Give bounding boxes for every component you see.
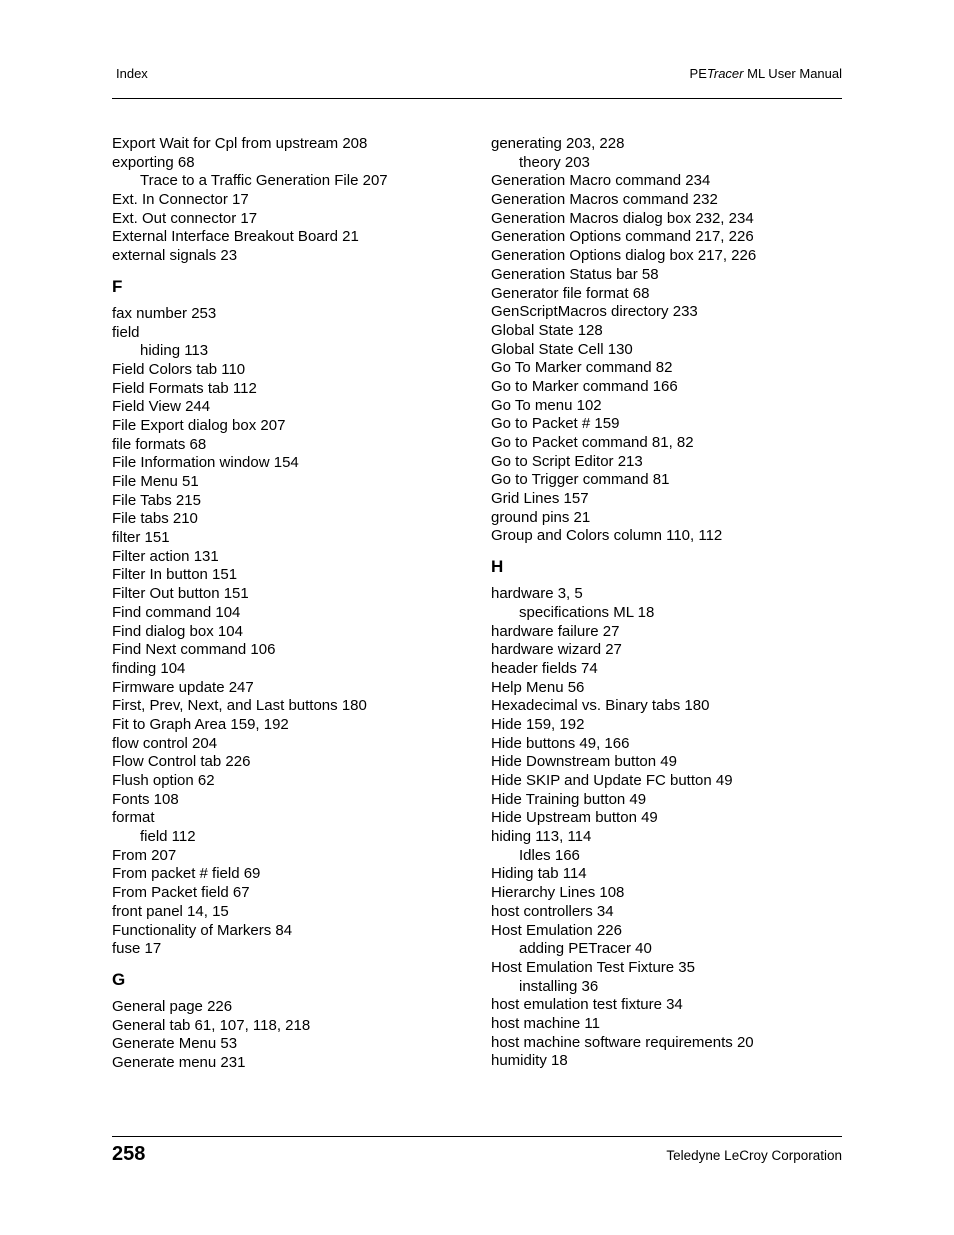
index-group-f [112,305,472,959]
index-entry: format [112,809,155,827]
index-entry: First, Prev, Next, and Last buttons 180 [112,697,367,715]
index-subentry: field 112 [140,828,196,846]
index-subentry: Trace to a Traffic Generation File 207 [140,172,388,190]
index-entry: Generate menu 231 [112,1053,246,1071]
index-entry: Flow Control tab 226 [112,753,251,771]
index-entry: host machine software requirements 20 [491,1033,754,1051]
index-entry: Firmware update 247 [112,678,254,696]
index-group-h [491,585,841,1071]
index-letter-f: F [112,276,123,296]
index-entry: Generator file format 68 [491,284,650,302]
index-entry: Host Emulation Test Fixture 35 [491,958,695,976]
index-entry: Global State 128 [491,321,603,339]
header-title-italic: Tracer [706,66,744,81]
index-entry: exporting 68 [112,153,195,171]
index-entry: Hide Upstream button 49 [491,809,658,827]
page-number: 258 [112,1143,146,1165]
index-entry: Hiding tab 114 [491,865,587,883]
index-group-e [112,135,472,266]
header-title-suffix: ML User Manual [743,66,842,81]
index-entry: Hierarchy Lines 108 [491,884,625,902]
index-entry: File Export dialog box 207 [112,416,286,434]
index-entry: External Interface Breakout Board 21 [112,228,359,246]
index-entry: Generation Options command 217, 226 [491,228,754,246]
index-entry: host machine 11 [491,1014,600,1032]
index-subentry: installing 36 [519,977,599,995]
header-title-prefix: PE [689,66,707,81]
footer-company: Teledyne LeCroy Corporation [666,1148,842,1163]
index-entry: Find command 104 [112,603,241,621]
header-rule [112,98,842,99]
index-entry: ground pins 21 [491,508,591,526]
index-entry: Hide 159, 192 [491,715,585,733]
index-entry: Grid Lines 157 [491,490,589,508]
index-entry: Group and Colors column 110, 112 [491,527,723,545]
index-entry: Go to Marker command 166 [491,377,678,395]
index-entry: fuse 17 [112,940,162,958]
index-subentry: Idles 166 [519,846,580,864]
footer-rule [112,1136,842,1137]
index-entry: external signals 23 [112,247,238,265]
index-entry: Ext. In Connector 17 [112,191,249,209]
index-entry: General page 226 [112,997,233,1015]
index-entry: Generate Menu 53 [112,1035,238,1053]
index-entry: GenScriptMacros directory 233 [491,303,698,321]
index-entry: finding 104 [112,659,186,677]
index-entry: flow control 204 [112,734,218,752]
running-header-section: Index [116,66,148,81]
index-entry: humidity 18 [491,1052,568,1070]
index-entry: Go to Script Editor 213 [491,452,643,470]
index-entry: front panel 14, 15 [112,902,229,920]
index-subentry: adding PETracer 40 [519,940,652,958]
index-entry: From Packet field 67 [112,884,250,902]
index-group-g-continued [491,135,841,546]
index-entry: Hide Downstream button 49 [491,753,677,771]
index-entry: Host Emulation 226 [491,921,622,939]
index-entry: Generation Macro command 234 [491,172,711,190]
index-entry: Generation Macros command 232 [491,191,718,209]
index-entry: From packet # field 69 [112,865,261,883]
index-entry: header fields 74 [491,659,598,677]
index-column-left [112,135,472,1073]
index-entry: Go to Packet command 81, 82 [491,434,694,451]
index-entry: File Information window 154 [112,454,299,472]
index-entry: From 207 [112,846,177,864]
index-entry: file formats 68 [112,435,207,453]
index-column-right [491,135,841,1071]
index-letter-g: G [112,969,126,989]
index-entry: Field Formats tab 112 [112,379,257,397]
index-entry: Go to Trigger command 81 [491,471,670,489]
index-entry: Generation Status bar 58 [491,265,659,283]
index-entry: File Tabs 215 [112,491,201,509]
index-entry: host emulation test fixture 34 [491,996,683,1014]
index-entry: hardware 3, 5 [491,585,583,603]
index-entry: Hide Training button 49 [491,790,647,808]
index-entry: hiding 113, 114 [491,828,592,846]
index-entry: Find Next command 106 [112,641,276,659]
index-entry: Go to Packet # 159 [491,415,620,433]
index-entry: General tab 61, 107, 118, 218 [112,1016,311,1034]
index-entry: Filter action 131 [112,547,219,565]
index-entry: filter 151 [112,529,170,547]
index-entry: Filter In button 151 [112,566,238,584]
index-entry: hardware failure 27 [491,622,620,640]
index-entry: Generation Macros dialog box 232, 234 [491,209,754,227]
index-entry: Go To menu 102 [491,396,602,414]
index-subentry: specifications ML 18 [519,603,655,621]
index-group-g [112,998,472,1073]
index-entry: Functionality of Markers 84 [112,921,293,939]
index-entry: Filter Out button 151 [112,585,249,603]
index-entry: Help Menu 56 [491,678,585,696]
index-subentry: hiding 113 [140,342,209,360]
index-entry: Ext. Out connector 17 [112,209,258,227]
index-entry: Hexadecimal vs. Binary tabs 180 [491,697,710,715]
index-entry: Hide buttons 49, 166 [491,734,630,752]
index-entry: Generation Options dialog box 217, 226 [491,247,757,265]
index-entry: Fonts 108 [112,790,179,808]
index-entry: Field View 244 [112,398,211,416]
index-entry: Export Wait for Cpl from upstream 208 [112,135,368,152]
index-letter-h: H [491,557,504,577]
index-entry: File tabs 210 [112,510,198,528]
index-entry: fax number 253 [112,304,217,322]
index-subentry: theory 203 [519,153,590,171]
index-entry: Go To Marker command 82 [491,359,673,377]
index-entry: host controllers 34 [491,902,614,920]
index-entry: Global State Cell 130 [491,340,633,358]
index-entry: field [112,323,140,341]
index-entry: hardware wizard 27 [491,641,622,659]
index-entry: File Menu 51 [112,473,199,490]
index-entry: generating 203, 228 [491,135,625,152]
running-header-title [690,66,842,81]
index-entry: Find dialog box 104 [112,622,243,640]
index-entry: Hide SKIP and Update FC button 49 [491,772,733,789]
index-entry: Flush option 62 [112,772,215,789]
index-entry: Field Colors tab 110 [112,360,246,378]
index-entry: Fit to Graph Area 159, 192 [112,715,289,733]
